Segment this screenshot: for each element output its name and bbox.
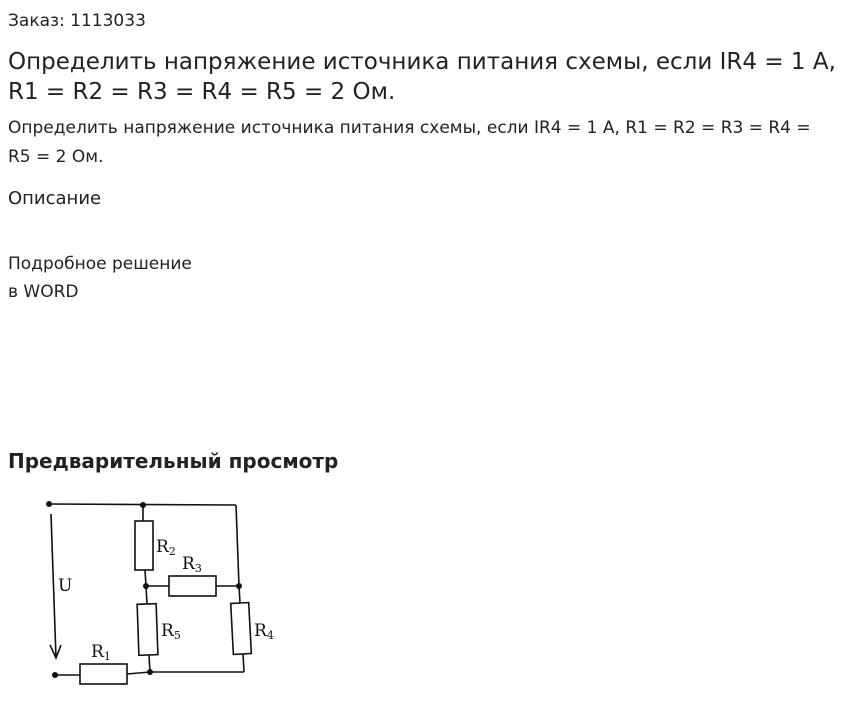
label-u: U — [58, 576, 73, 596]
description-body — [8, 250, 192, 306]
order-number: Заказ: 1113033 — [8, 11, 146, 31]
voltage-arrow-shaft — [51, 514, 56, 658]
resistor-r3 — [169, 576, 216, 596]
label-r3: R3 — [182, 554, 202, 575]
preview-heading: Предварительный просмотр — [8, 449, 339, 473]
wire-r4-bottom — [243, 654, 244, 672]
node-dot — [236, 583, 242, 589]
page-title: Определить напряжение источника питания схемы, если IR4 = 1 А, R1 = R2 = R3 = R4 = R5 = 2 Ом. — [8, 49, 836, 105]
resistor-r5 — [137, 604, 158, 656]
circuit-diagram-svg — [30, 490, 290, 695]
label-r2: R2 — [156, 537, 176, 558]
description-line: в WORD — [8, 282, 79, 302]
node-dot — [52, 672, 58, 678]
node-dot — [46, 501, 52, 507]
description-line: Подробное решение — [8, 254, 192, 274]
resistor-r2 — [135, 521, 153, 570]
problem-statement: Определить напряжение источника питания схемы, если IR4 = 1 А, R1 = R2 = R3 = R4 = R5 = 2 Ом. — [8, 118, 811, 167]
resistor-r4 — [231, 603, 252, 655]
circuit-diagram-image — [30, 490, 290, 695]
node-dot — [147, 669, 153, 675]
wire-right — [236, 505, 239, 586]
description-heading: Описание — [8, 188, 102, 209]
wire-r1-right — [127, 672, 150, 674]
label-r5: R5 — [161, 621, 181, 642]
node-dot — [140, 502, 146, 508]
label-r1: R1 — [91, 642, 111, 663]
resistor-r1 — [80, 664, 127, 684]
node-dot — [143, 583, 149, 589]
label-r4: R4 — [254, 621, 274, 642]
